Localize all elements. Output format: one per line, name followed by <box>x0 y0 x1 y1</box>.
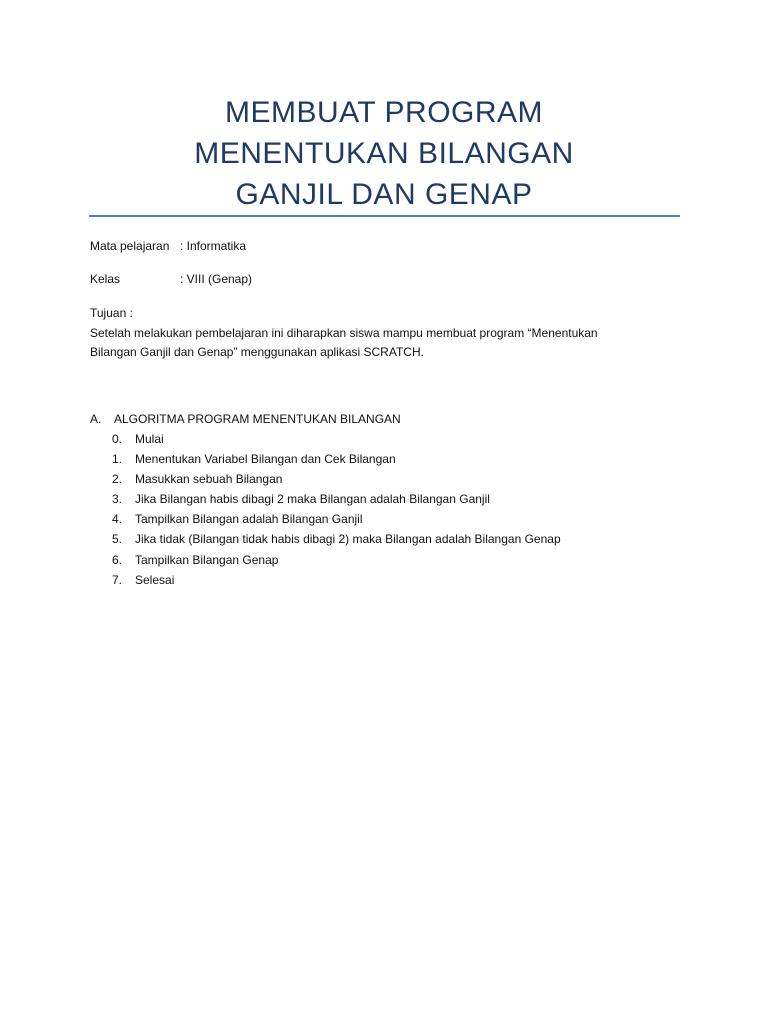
subject-label: Mata pelajaran <box>90 239 170 253</box>
list-item <box>112 509 690 529</box>
list-item <box>112 469 690 489</box>
section-heading <box>90 409 690 429</box>
list-item <box>112 489 690 509</box>
list-item <box>112 550 690 570</box>
objective-heading: Tujuan : <box>90 306 133 320</box>
step-number: 2. <box>112 472 123 487</box>
subject-value: : Informatika <box>180 239 247 253</box>
step-number: 0. <box>112 432 123 446</box>
step-number: 5. <box>112 532 123 547</box>
list-item <box>112 570 690 590</box>
step-text: Tampilkan Bilangan adalah Bilangan Ganjil <box>135 512 363 527</box>
step-text: Masukkan sebuah Bilangan <box>135 472 283 487</box>
title-line-2: MENENTUKAN BILANGAN <box>194 137 574 170</box>
list-item <box>112 449 690 469</box>
objective-line-1: Setelah melakukan pembelajaran ini diharapkan siswa mampu membuat program “Menentukan <box>90 325 598 340</box>
step-text: Selesai <box>135 572 175 587</box>
step-text: Mulai <box>135 432 164 446</box>
class-label: Kelas <box>90 272 121 286</box>
class-value: : VIII (Genap) <box>180 272 253 286</box>
title-underline <box>89 215 680 217</box>
step-number: 4. <box>112 512 123 527</box>
section-title: ALGORITMA PROGRAM MENENTUKAN BILANGAN <box>114 412 401 426</box>
list-item <box>112 529 690 549</box>
step-number: 6. <box>112 552 123 567</box>
step-text: Jika tidak (Bilangan tidak habis dibagi 2) maka Bilangan adalah Bilangan Genap <box>135 532 561 547</box>
step-text: Tampilkan Bilangan Genap <box>135 552 279 567</box>
class-row <box>90 271 252 287</box>
step-number: 7. <box>112 572 123 587</box>
list-item <box>112 429 690 449</box>
step-number: 3. <box>112 492 123 507</box>
subject-row <box>90 238 246 254</box>
objective-block <box>90 304 650 363</box>
objective-line-2: Bilangan Ganjil dan Genap” menggunakan aplikasi SCRATCH. <box>90 345 424 359</box>
title-line-1: MEMBUAT PROGRAM <box>224 96 544 129</box>
step-text: Jika Bilangan habis dibagi 2 maka Bilangan adalah Bilangan Ganjil <box>135 492 490 507</box>
step-number: 1. <box>112 452 123 467</box>
algorithm-steps <box>90 429 690 590</box>
document-title <box>88 92 680 215</box>
section-algorithm <box>90 409 690 590</box>
step-text: Menentukan Variabel Bilangan dan Cek Bilangan <box>135 452 396 467</box>
section-letter: A. <box>90 412 102 426</box>
title-line-3: GANJIL DAN GENAP <box>235 178 533 211</box>
